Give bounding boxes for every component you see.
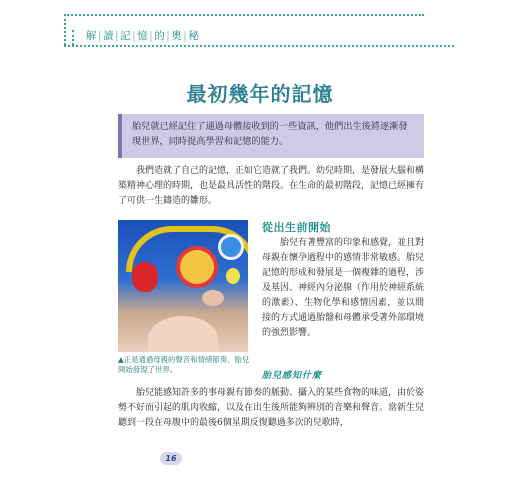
running-header: 解|讀|記|憶|的|奧|秘	[86, 30, 200, 42]
header-rule-top	[64, 14, 424, 16]
subheading: 胎兒感知什麼	[262, 371, 323, 381]
page-title: 最初幾年的記憶	[186, 82, 334, 106]
intro-text: 胎兒就已經記住了通過母體接收到的一些資訊，他們出生後將逐漸發現世界，同時提高學習和記憶的能力。	[132, 121, 408, 147]
header-rule-tick	[72, 30, 74, 45]
paragraph-3: 胎兒能感知許多的事母親有節奏的脈動、攝入的某些食物的味道，由於姿勢不好而引起的肌肉收縮，以及在出生後所能夠辨別的音樂和聲音。當新生兒聽到一段在母腹中的最後6個星期反復聽過多次的兒歌時，	[118, 388, 425, 428]
paragraph-1: 我們造就了自己的記憶，正如它造就了我們。幼兒時期，是發展大腦和構築精神心理的時期，也是最具活性的階段。在生命的最初階段，記憶已經擁有了可供一生鑄造的雛形。	[118, 166, 425, 206]
page-number: 16	[160, 452, 182, 465]
toy-bell	[226, 268, 240, 284]
header-segment: 讀	[103, 30, 115, 42]
intro-box	[118, 114, 424, 158]
header-segment: 的	[154, 30, 166, 42]
header-segment: 奧	[171, 30, 183, 42]
section-heading: 從出生前開始	[262, 221, 331, 234]
header-segment: 憶	[137, 30, 149, 42]
header-rule-left	[64, 14, 66, 45]
header-segment: 解	[86, 30, 97, 42]
toy-mirror	[176, 246, 218, 288]
toy-ring	[218, 234, 244, 260]
baby-photo	[118, 220, 248, 352]
header-segment: 記	[120, 30, 132, 42]
toy-bear	[132, 262, 158, 292]
baby-face	[148, 316, 218, 352]
paragraph-2: 胎兒有著豐富的印象和感覺，並且對母親在懷孕過程中的感情非常敏感。胎兒記憶的形成和發展是一個複雜的過程，涉及基因、神經內分泌腺（作用於神經系統的激素）、生物化學和感情因素，並以間接的方式通過胎盤和母體承受著外部環境的強烈影響。	[262, 238, 425, 338]
header-segment: 秘	[188, 30, 200, 42]
photo-caption: ▲正是通過母親的聲音和情緒節奏，胎兒開始發現了世界。	[118, 355, 250, 374]
baby-hand	[202, 290, 224, 306]
header-rule-bottom	[64, 45, 454, 47]
